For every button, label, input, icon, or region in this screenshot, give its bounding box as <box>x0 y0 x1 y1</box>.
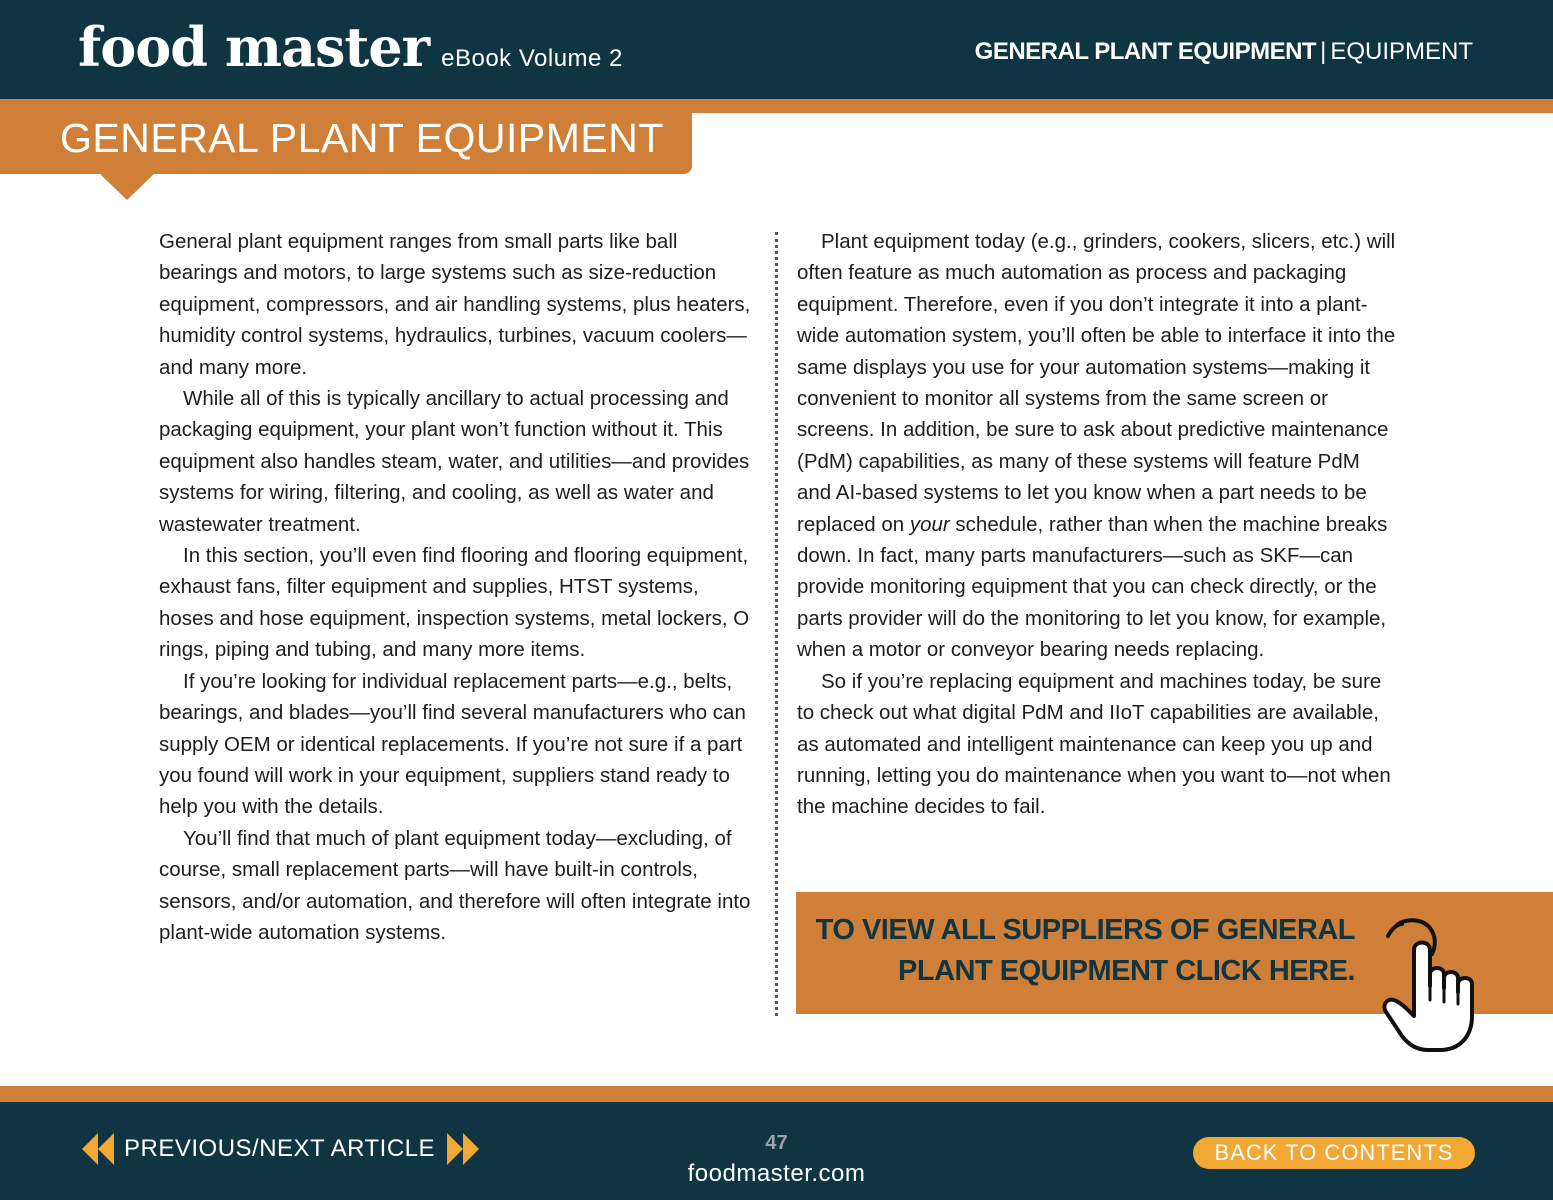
brand <box>78 12 623 82</box>
back-to-contents-button[interactable]: BACK TO CONTENTS <box>1193 1137 1475 1169</box>
emphasis: your <box>909 512 950 536</box>
ebook-volume: eBook Volume 2 <box>441 45 623 72</box>
pointing-hand-icon[interactable] <box>1378 916 1490 1056</box>
column-divider <box>775 232 778 1016</box>
brand-logo: food master <box>78 15 430 79</box>
paragraph: While all of this is typically ancillary to actual processing and packaging equipment, your plant won’t function without it. This equipment also handles steam, water, and utilities—and provides systems for wiring, filtering, and cooling, as well as water and wastewater treatment. <box>159 387 750 536</box>
page-number: 47 <box>765 1132 788 1154</box>
header-breadcrumb <box>975 38 1473 66</box>
paragraph <box>797 226 1397 666</box>
header-separator: | <box>1320 38 1327 65</box>
site-url-link[interactable]: foodmaster.com <box>687 1160 866 1187</box>
paragraph: General plant equipment ranges from small parts like ball bearings and motors, to large systems such as size-reduction equipment, compressors, and air handling systems, plus heaters, humidity control systems, hydraulics, turbines, vacuum coolers—and many more. <box>159 230 751 379</box>
header-section: GENERAL PLANT EQUIPMENT <box>974 38 1317 65</box>
header-category: EQUIPMENT <box>1330 38 1473 65</box>
page-title: GENERAL PLANT EQUIPMENT <box>60 115 664 161</box>
cta-line: TO VIEW ALL SUPPLIERS OF GENERAL <box>815 914 1355 946</box>
cta-label <box>816 910 1355 992</box>
paragraph-text: schedule, rather than when the machine breaks down. In fact, many parts manufacturers—such as SKF—can provide monitoring equipment that you can check directly, or the parts provider will do the monitoring to let you know, for example, when a motor or conveyor bearing needs replacing. <box>797 512 1388 662</box>
left-column <box>159 226 754 948</box>
paragraph: You’ll find that much of plant equipment today—excluding, of course, small replacement parts—will have built-in controls, sensors, and/or automation, and therefore will often integrate into plant-wide automation systems. <box>159 826 751 944</box>
paragraph: In this section, you’ll even find flooring and flooring equipment, exhaust fans, filter equipment and supplies, HTST systems, hoses and hose equipment, inspection systems, metal lockers, O rings, piping and tubing, and many more items. <box>159 544 750 662</box>
paragraph: So if you’re replacing equipment and machines today, be sure to check out what digital PdM and IIoT capabilities are available, as automated and intelligent maintenance can keep you up and running, letting you do maintenance when you want to—not when the machine decides to fail. <box>797 669 1391 819</box>
right-column <box>797 226 1397 823</box>
paragraph-text: Plant equipment today (e.g., grinders, cookers, slicers, etc.) will often feature as much automation as process and packaging equipment. Therefore, even if you don’t integrate it into a plant-wide automation system, you’ll often be able to interface it into the same displays you use for your automation systems—making it convenient to monitor all systems from the same screen or screens. In addition, be sure to ask about predictive maintenance (PdM) capabilities, as many of these systems will feature PdM and AI-based systems to let you know when a part needs to be replaced on <box>797 230 1396 536</box>
title-pointer <box>100 174 154 200</box>
footer-accent-bar <box>0 1086 1553 1102</box>
prev-next-label: PREVIOUS/NEXT ARTICLE <box>124 1135 436 1162</box>
paragraph: If you’re looking for individual replacement parts—e.g., belts, bearings, and blades—you’ll find several manufacturers who can supply OEM or identical replacements. If you’re not sure if a part you found will work in your equipment, suppliers stand ready to help you with the details. <box>159 669 746 819</box>
cta-line: PLANT EQUIPMENT CLICK HERE. <box>898 955 1355 987</box>
